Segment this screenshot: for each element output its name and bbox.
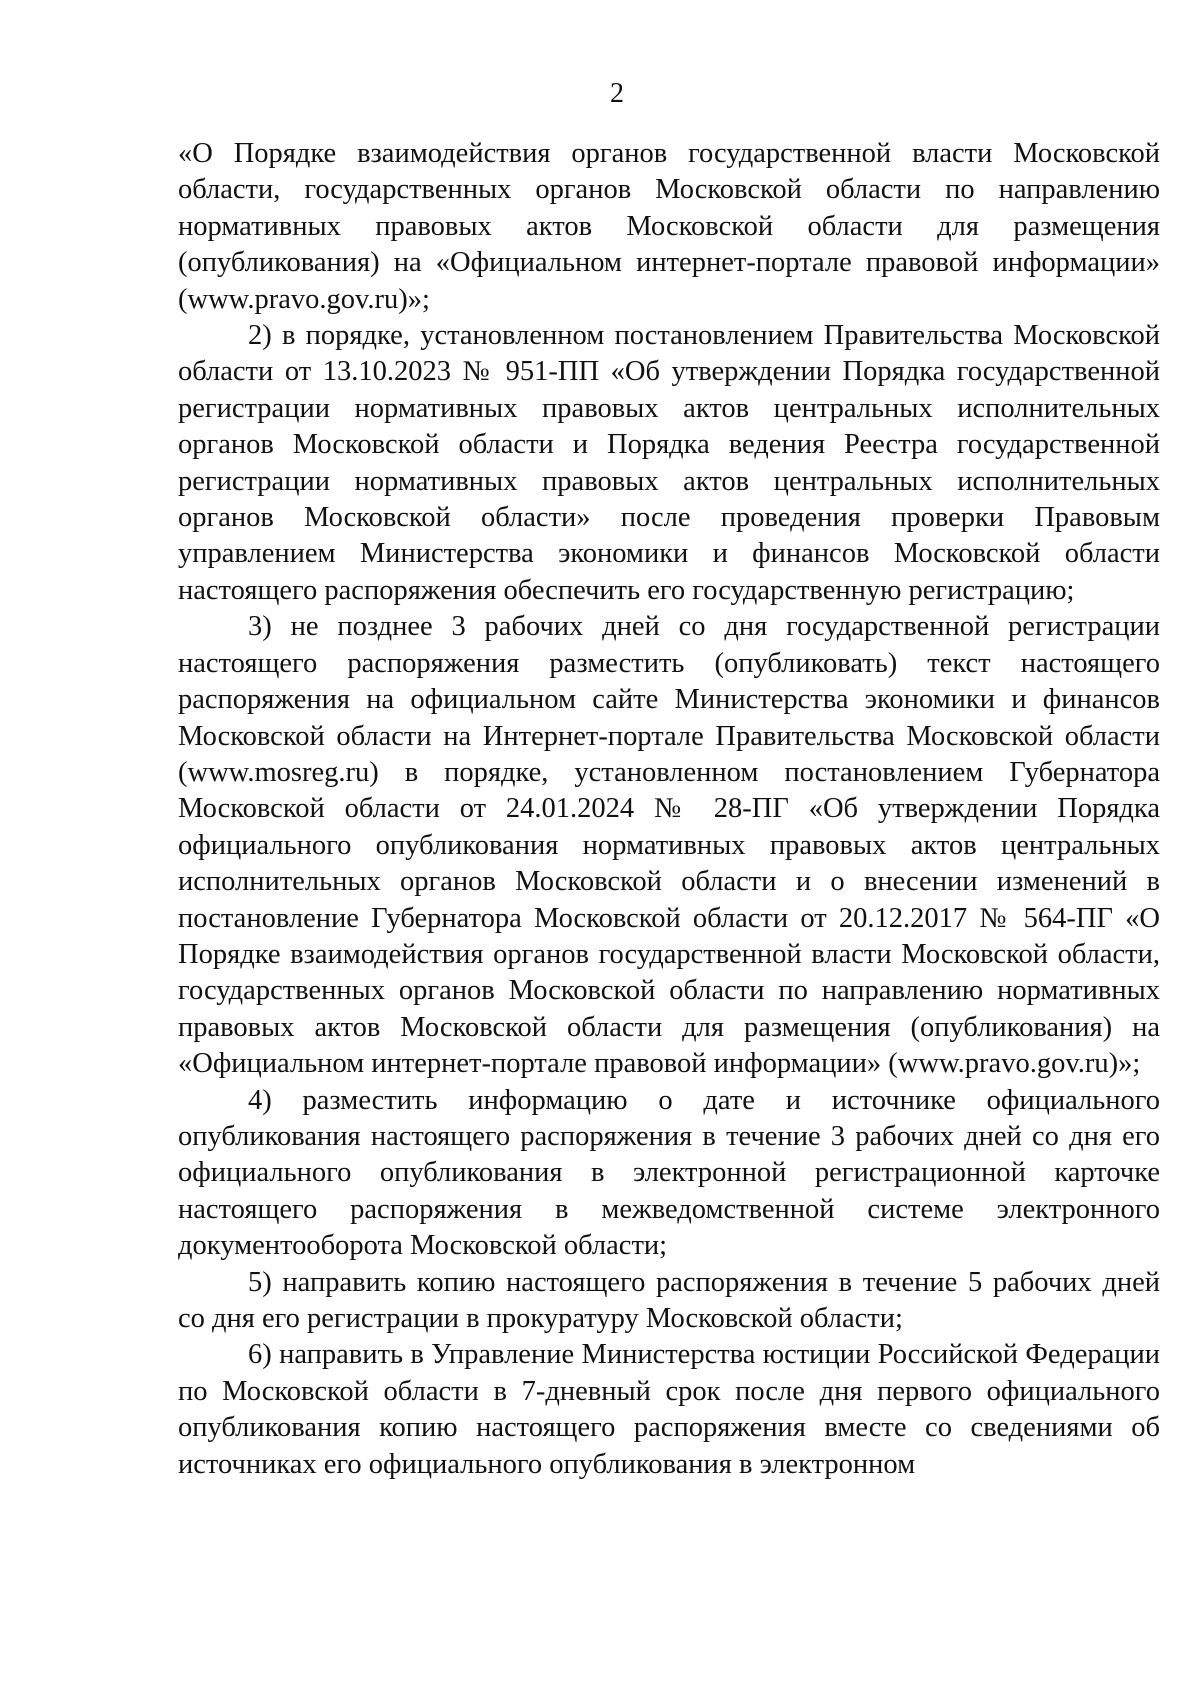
paragraph-item-3: 3) не позднее 3 рабочих дней со дня государственной регистрации настоящего распоряжения разместить (опубликовать) текст настоящего распоряжения на официальном сайте Министерства экономики и финансов Московской области на Интернет-портале Правительства Московской области (www.mosreg.ru) в порядке, установленном постановлением Губернатора Московской области от 24.01.2024 № 28-ПГ «Об утверждении Порядка официального опубликования нормативных правовых актов центральных исполнительных органов Московской области и о внесении изменений в постановление Губернатора Московской области от 20.12.2017 № 564-ПГ «О Порядке взаимодействия органов государственной власти Московской области, государственных органов Московской области по направлению нормативных правовых актов Московской области для размещения (опубликования) на «Официальном интернет-портале правовой информации» (www.pravo.gov.ru)»;	[178, 611, 1160, 1080]
document-body	[178, 136, 1160, 1483]
page-number: 2	[610, 78, 624, 109]
paragraph-item-5: 5) направить копию настоящего распоряжения в течение 5 рабочих дней со дня его регистрации в прокуратуру Московской области;	[178, 1266, 1160, 1334]
paragraph-continuation: «О Порядке взаимодействия органов государственной власти Московской области, государственных органов Московской области по направлению нормативных правовых актов Московской области для размещения (опубликования) на «Официальном интернет-портале правовой информации» (www.pravo.gov.ru)»;	[178, 138, 1160, 315]
paragraph-item-4: 4) разместить информацию о дате и источнике официального опубликования настоящего распоряжения в течение 3 рабочих дней со дня его официального опубликования в электронной регистрационной карточке настоящего распоряжения в межведомственной системе электронного документооборота Московской области;	[178, 1084, 1160, 1262]
paragraph-item-6: 6) направить в Управление Министерства юстиции Российской Федерации по Московской области в 7-дневный срок после дня первого официального опубликования копию настоящего распоряжения вместе со сведениями об источниках его официального опубликования в электронном	[178, 1339, 1160, 1480]
paragraph-item-2: 2) в порядке, установленном постановлением Правительства Московской области от 13.10.2023 № 951-ПП «Об утверждении Порядка государственной регистрации нормативных правовых актов центральных исполнительных органов Московской области и Порядка ведения Реестра государственной регистрации нормативных правовых актов центральных исполнительных органов Московской области» после проведения проверки Правовым управлением Министерства экономики и финансов Московской области настоящего распоряжения обеспечить его государственную регистрацию;	[178, 320, 1160, 606]
